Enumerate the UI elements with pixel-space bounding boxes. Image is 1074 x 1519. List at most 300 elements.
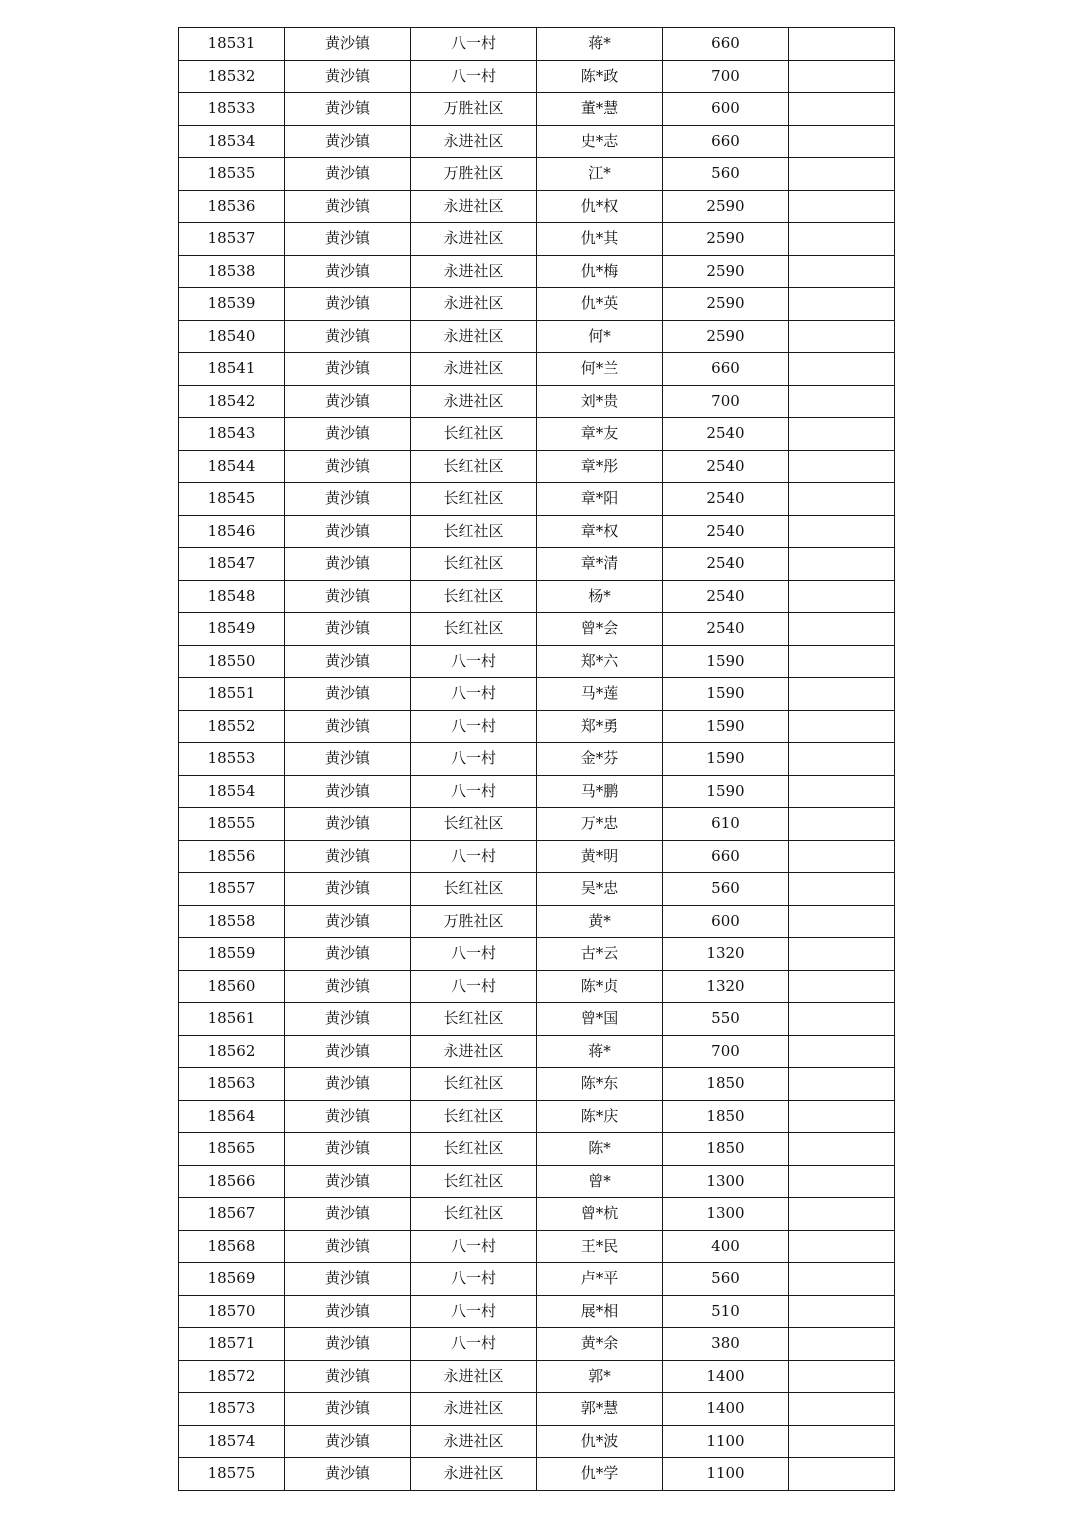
cell-village: 八一村 bbox=[411, 1328, 537, 1361]
cell-amount: 660 bbox=[663, 125, 789, 158]
cell-amount: 1320 bbox=[663, 938, 789, 971]
cell-serial-number: 18572 bbox=[179, 1360, 285, 1393]
cell-amount: 1850 bbox=[663, 1068, 789, 1101]
cell-serial-number: 18536 bbox=[179, 190, 285, 223]
cell-serial-number: 18538 bbox=[179, 255, 285, 288]
cell-town: 黄沙镇 bbox=[285, 1263, 411, 1296]
cell-note bbox=[789, 320, 895, 353]
cell-note bbox=[789, 840, 895, 873]
cell-town: 黄沙镇 bbox=[285, 1165, 411, 1198]
cell-village: 八一村 bbox=[411, 938, 537, 971]
cell-village: 永进社区 bbox=[411, 288, 537, 321]
cell-note bbox=[789, 580, 895, 613]
cell-serial-number: 18571 bbox=[179, 1328, 285, 1361]
cell-note bbox=[789, 905, 895, 938]
cell-note bbox=[789, 1198, 895, 1231]
cell-amount: 560 bbox=[663, 158, 789, 191]
cell-name: 仇*学 bbox=[537, 1458, 663, 1491]
cell-note bbox=[789, 1035, 895, 1068]
cell-note bbox=[789, 93, 895, 126]
cell-amount: 1590 bbox=[663, 743, 789, 776]
cell-note bbox=[789, 1458, 895, 1491]
cell-note bbox=[789, 190, 895, 223]
cell-village: 长红社区 bbox=[411, 808, 537, 841]
cell-amount: 1590 bbox=[663, 678, 789, 711]
cell-serial-number: 18546 bbox=[179, 515, 285, 548]
cell-name: 史*志 bbox=[537, 125, 663, 158]
cell-amount: 2540 bbox=[663, 548, 789, 581]
cell-name: 何* bbox=[537, 320, 663, 353]
cell-village: 永进社区 bbox=[411, 1360, 537, 1393]
cell-serial-number: 18557 bbox=[179, 873, 285, 906]
cell-name: 郭* bbox=[537, 1360, 663, 1393]
table-row bbox=[179, 840, 895, 873]
cell-serial-number: 18542 bbox=[179, 385, 285, 418]
cell-name: 曾*会 bbox=[537, 613, 663, 646]
cell-serial-number: 18552 bbox=[179, 710, 285, 743]
table-row bbox=[179, 1133, 895, 1166]
cell-note bbox=[789, 125, 895, 158]
cell-note bbox=[789, 483, 895, 516]
cell-note bbox=[789, 1165, 895, 1198]
table-row bbox=[179, 450, 895, 483]
cell-note bbox=[789, 1425, 895, 1458]
cell-name: 黄*余 bbox=[537, 1328, 663, 1361]
table-row bbox=[179, 613, 895, 646]
cell-town: 黄沙镇 bbox=[285, 1360, 411, 1393]
cell-serial-number: 18575 bbox=[179, 1458, 285, 1491]
cell-serial-number: 18570 bbox=[179, 1295, 285, 1328]
cell-name: 黄*明 bbox=[537, 840, 663, 873]
cell-serial-number: 18568 bbox=[179, 1230, 285, 1263]
cell-town: 黄沙镇 bbox=[285, 125, 411, 158]
cell-village: 长红社区 bbox=[411, 548, 537, 581]
cell-serial-number: 18537 bbox=[179, 223, 285, 256]
table-row bbox=[179, 483, 895, 516]
cell-note bbox=[789, 710, 895, 743]
cell-town: 黄沙镇 bbox=[285, 580, 411, 613]
cell-note bbox=[789, 1230, 895, 1263]
cell-village: 长红社区 bbox=[411, 1100, 537, 1133]
cell-village: 长红社区 bbox=[411, 1165, 537, 1198]
cell-name: 仇*英 bbox=[537, 288, 663, 321]
cell-name: 陈*庆 bbox=[537, 1100, 663, 1133]
cell-amount: 2590 bbox=[663, 255, 789, 288]
cell-note bbox=[789, 450, 895, 483]
cell-note bbox=[789, 223, 895, 256]
cell-note bbox=[789, 28, 895, 61]
table-row bbox=[179, 353, 895, 386]
cell-village: 永进社区 bbox=[411, 190, 537, 223]
table-row bbox=[179, 255, 895, 288]
cell-village: 八一村 bbox=[411, 840, 537, 873]
cell-town: 黄沙镇 bbox=[285, 255, 411, 288]
cell-serial-number: 18534 bbox=[179, 125, 285, 158]
cell-note bbox=[789, 743, 895, 776]
cell-village: 长红社区 bbox=[411, 1003, 537, 1036]
table-row bbox=[179, 905, 895, 938]
cell-name: 金*芬 bbox=[537, 743, 663, 776]
table-row bbox=[179, 1035, 895, 1068]
cell-town: 黄沙镇 bbox=[285, 905, 411, 938]
cell-note bbox=[789, 873, 895, 906]
cell-town: 黄沙镇 bbox=[285, 678, 411, 711]
cell-serial-number: 18543 bbox=[179, 418, 285, 451]
cell-note bbox=[789, 158, 895, 191]
cell-amount: 1850 bbox=[663, 1100, 789, 1133]
table-row bbox=[179, 223, 895, 256]
cell-name: 蒋* bbox=[537, 1035, 663, 1068]
table-row bbox=[179, 158, 895, 191]
cell-serial-number: 18549 bbox=[179, 613, 285, 646]
cell-town: 黄沙镇 bbox=[285, 1458, 411, 1491]
cell-serial-number: 18532 bbox=[179, 60, 285, 93]
cell-name: 仇*梅 bbox=[537, 255, 663, 288]
cell-town: 黄沙镇 bbox=[285, 1230, 411, 1263]
cell-town: 黄沙镇 bbox=[285, 320, 411, 353]
cell-note bbox=[789, 288, 895, 321]
cell-serial-number: 18569 bbox=[179, 1263, 285, 1296]
cell-serial-number: 18554 bbox=[179, 775, 285, 808]
table-row bbox=[179, 1230, 895, 1263]
cell-note bbox=[789, 255, 895, 288]
cell-note bbox=[789, 613, 895, 646]
cell-town: 黄沙镇 bbox=[285, 840, 411, 873]
cell-note bbox=[789, 515, 895, 548]
cell-note bbox=[789, 1133, 895, 1166]
cell-name: 曾* bbox=[537, 1165, 663, 1198]
cell-town: 黄沙镇 bbox=[285, 190, 411, 223]
cell-village: 万胜社区 bbox=[411, 158, 537, 191]
cell-amount: 560 bbox=[663, 1263, 789, 1296]
cell-serial-number: 18539 bbox=[179, 288, 285, 321]
cell-name: 展*相 bbox=[537, 1295, 663, 1328]
cell-name: 陈*东 bbox=[537, 1068, 663, 1101]
cell-village: 长红社区 bbox=[411, 1133, 537, 1166]
cell-serial-number: 18535 bbox=[179, 158, 285, 191]
cell-note bbox=[789, 418, 895, 451]
cell-town: 黄沙镇 bbox=[285, 483, 411, 516]
cell-name: 郭*慧 bbox=[537, 1393, 663, 1426]
cell-village: 永进社区 bbox=[411, 1458, 537, 1491]
cell-village: 长红社区 bbox=[411, 450, 537, 483]
table-row bbox=[179, 125, 895, 158]
cell-name: 仇*权 bbox=[537, 190, 663, 223]
beneficiary-table bbox=[178, 27, 895, 1491]
cell-amount: 510 bbox=[663, 1295, 789, 1328]
cell-village: 永进社区 bbox=[411, 125, 537, 158]
cell-serial-number: 18562 bbox=[179, 1035, 285, 1068]
cell-village: 八一村 bbox=[411, 775, 537, 808]
cell-amount: 700 bbox=[663, 385, 789, 418]
table-row bbox=[179, 775, 895, 808]
cell-village: 长红社区 bbox=[411, 1068, 537, 1101]
table-row bbox=[179, 548, 895, 581]
cell-town: 黄沙镇 bbox=[285, 1295, 411, 1328]
cell-note bbox=[789, 353, 895, 386]
cell-note bbox=[789, 1393, 895, 1426]
cell-name: 陈*政 bbox=[537, 60, 663, 93]
cell-name: 蒋* bbox=[537, 28, 663, 61]
cell-name: 仇*波 bbox=[537, 1425, 663, 1458]
cell-town: 黄沙镇 bbox=[285, 1425, 411, 1458]
table-row bbox=[179, 320, 895, 353]
cell-town: 黄沙镇 bbox=[285, 1003, 411, 1036]
cell-town: 黄沙镇 bbox=[285, 1133, 411, 1166]
cell-town: 黄沙镇 bbox=[285, 1198, 411, 1231]
cell-name: 马*鹏 bbox=[537, 775, 663, 808]
cell-note bbox=[789, 938, 895, 971]
table-row bbox=[179, 28, 895, 61]
cell-name: 杨* bbox=[537, 580, 663, 613]
cell-village: 八一村 bbox=[411, 970, 537, 1003]
cell-amount: 2540 bbox=[663, 450, 789, 483]
cell-name: 卢*平 bbox=[537, 1263, 663, 1296]
cell-name: 章*权 bbox=[537, 515, 663, 548]
cell-amount: 1400 bbox=[663, 1393, 789, 1426]
cell-name: 江* bbox=[537, 158, 663, 191]
cell-town: 黄沙镇 bbox=[285, 548, 411, 581]
table-row bbox=[179, 1360, 895, 1393]
table-row bbox=[179, 288, 895, 321]
cell-town: 黄沙镇 bbox=[285, 223, 411, 256]
cell-town: 黄沙镇 bbox=[285, 515, 411, 548]
cell-village: 八一村 bbox=[411, 645, 537, 678]
cell-amount: 600 bbox=[663, 905, 789, 938]
cell-note bbox=[789, 1328, 895, 1361]
cell-amount: 1590 bbox=[663, 775, 789, 808]
cell-serial-number: 18555 bbox=[179, 808, 285, 841]
cell-amount: 2540 bbox=[663, 515, 789, 548]
cell-serial-number: 18548 bbox=[179, 580, 285, 613]
cell-note bbox=[789, 1295, 895, 1328]
cell-amount: 550 bbox=[663, 1003, 789, 1036]
cell-town: 黄沙镇 bbox=[285, 353, 411, 386]
cell-amount: 2590 bbox=[663, 320, 789, 353]
table-row bbox=[179, 808, 895, 841]
cell-town: 黄沙镇 bbox=[285, 873, 411, 906]
table-row bbox=[179, 1165, 895, 1198]
cell-town: 黄沙镇 bbox=[285, 613, 411, 646]
cell-town: 黄沙镇 bbox=[285, 1035, 411, 1068]
cell-town: 黄沙镇 bbox=[285, 288, 411, 321]
cell-serial-number: 18567 bbox=[179, 1198, 285, 1231]
cell-note bbox=[789, 678, 895, 711]
cell-note bbox=[789, 970, 895, 1003]
cell-amount: 2590 bbox=[663, 190, 789, 223]
cell-town: 黄沙镇 bbox=[285, 775, 411, 808]
cell-town: 黄沙镇 bbox=[285, 970, 411, 1003]
cell-name: 何*兰 bbox=[537, 353, 663, 386]
cell-name: 仇*其 bbox=[537, 223, 663, 256]
cell-name: 章*清 bbox=[537, 548, 663, 581]
cell-note bbox=[789, 548, 895, 581]
cell-name: 陈*贞 bbox=[537, 970, 663, 1003]
cell-serial-number: 18556 bbox=[179, 840, 285, 873]
cell-serial-number: 18573 bbox=[179, 1393, 285, 1426]
cell-serial-number: 18561 bbox=[179, 1003, 285, 1036]
cell-village: 八一村 bbox=[411, 60, 537, 93]
cell-village: 永进社区 bbox=[411, 320, 537, 353]
cell-town: 黄沙镇 bbox=[285, 418, 411, 451]
cell-village: 长红社区 bbox=[411, 613, 537, 646]
cell-amount: 1300 bbox=[663, 1165, 789, 1198]
cell-village: 永进社区 bbox=[411, 255, 537, 288]
table-row bbox=[179, 938, 895, 971]
table-row bbox=[179, 1393, 895, 1426]
cell-note bbox=[789, 60, 895, 93]
table-row bbox=[179, 93, 895, 126]
cell-name: 吴*忠 bbox=[537, 873, 663, 906]
cell-village: 长红社区 bbox=[411, 1198, 537, 1231]
cell-village: 长红社区 bbox=[411, 873, 537, 906]
cell-amount: 2540 bbox=[663, 613, 789, 646]
cell-amount: 1850 bbox=[663, 1133, 789, 1166]
table-row bbox=[179, 645, 895, 678]
cell-village: 永进社区 bbox=[411, 1035, 537, 1068]
cell-name: 郑*六 bbox=[537, 645, 663, 678]
cell-serial-number: 18551 bbox=[179, 678, 285, 711]
cell-serial-number: 18544 bbox=[179, 450, 285, 483]
cell-village: 永进社区 bbox=[411, 1425, 537, 1458]
cell-town: 黄沙镇 bbox=[285, 60, 411, 93]
cell-serial-number: 18574 bbox=[179, 1425, 285, 1458]
table-row bbox=[179, 1263, 895, 1296]
table-row bbox=[179, 710, 895, 743]
table-row bbox=[179, 1425, 895, 1458]
cell-village: 八一村 bbox=[411, 1230, 537, 1263]
cell-amount: 2540 bbox=[663, 418, 789, 451]
cell-serial-number: 18545 bbox=[179, 483, 285, 516]
cell-amount: 380 bbox=[663, 1328, 789, 1361]
cell-note bbox=[789, 1360, 895, 1393]
cell-amount: 1100 bbox=[663, 1458, 789, 1491]
cell-name: 古*云 bbox=[537, 938, 663, 971]
table-row bbox=[179, 873, 895, 906]
cell-name: 郑*勇 bbox=[537, 710, 663, 743]
cell-serial-number: 18566 bbox=[179, 1165, 285, 1198]
cell-note bbox=[789, 385, 895, 418]
cell-amount: 1300 bbox=[663, 1198, 789, 1231]
cell-name: 曾*国 bbox=[537, 1003, 663, 1036]
cell-village: 八一村 bbox=[411, 28, 537, 61]
table-row bbox=[179, 60, 895, 93]
cell-serial-number: 18560 bbox=[179, 970, 285, 1003]
cell-village: 永进社区 bbox=[411, 385, 537, 418]
cell-name: 王*民 bbox=[537, 1230, 663, 1263]
cell-note bbox=[789, 645, 895, 678]
cell-note bbox=[789, 1263, 895, 1296]
cell-amount: 700 bbox=[663, 60, 789, 93]
cell-name: 章*阳 bbox=[537, 483, 663, 516]
cell-village: 长红社区 bbox=[411, 483, 537, 516]
cell-serial-number: 18531 bbox=[179, 28, 285, 61]
cell-serial-number: 18565 bbox=[179, 1133, 285, 1166]
table-row bbox=[179, 970, 895, 1003]
cell-serial-number: 18541 bbox=[179, 353, 285, 386]
cell-note bbox=[789, 775, 895, 808]
cell-town: 黄沙镇 bbox=[285, 158, 411, 191]
cell-village: 八一村 bbox=[411, 710, 537, 743]
cell-village: 长红社区 bbox=[411, 418, 537, 451]
table-row bbox=[179, 1295, 895, 1328]
cell-village: 八一村 bbox=[411, 678, 537, 711]
table-row bbox=[179, 678, 895, 711]
cell-serial-number: 18550 bbox=[179, 645, 285, 678]
table-row bbox=[179, 580, 895, 613]
cell-serial-number: 18559 bbox=[179, 938, 285, 971]
table-row bbox=[179, 1068, 895, 1101]
table-body bbox=[179, 28, 895, 1491]
cell-town: 黄沙镇 bbox=[285, 1393, 411, 1426]
cell-name: 刘*贵 bbox=[537, 385, 663, 418]
cell-amount: 1320 bbox=[663, 970, 789, 1003]
cell-name: 章*友 bbox=[537, 418, 663, 451]
cell-village: 永进社区 bbox=[411, 1393, 537, 1426]
cell-serial-number: 18547 bbox=[179, 548, 285, 581]
cell-serial-number: 18533 bbox=[179, 93, 285, 126]
cell-amount: 1100 bbox=[663, 1425, 789, 1458]
cell-town: 黄沙镇 bbox=[285, 1068, 411, 1101]
table-row bbox=[179, 743, 895, 776]
cell-amount: 400 bbox=[663, 1230, 789, 1263]
cell-amount: 1400 bbox=[663, 1360, 789, 1393]
cell-amount: 1590 bbox=[663, 710, 789, 743]
cell-name: 章*彤 bbox=[537, 450, 663, 483]
cell-serial-number: 18563 bbox=[179, 1068, 285, 1101]
cell-village: 八一村 bbox=[411, 1263, 537, 1296]
cell-town: 黄沙镇 bbox=[285, 450, 411, 483]
cell-amount: 700 bbox=[663, 1035, 789, 1068]
table-row bbox=[179, 1100, 895, 1133]
cell-village: 长红社区 bbox=[411, 515, 537, 548]
cell-name: 黄* bbox=[537, 905, 663, 938]
cell-name: 万*忠 bbox=[537, 808, 663, 841]
cell-serial-number: 18540 bbox=[179, 320, 285, 353]
cell-village: 永进社区 bbox=[411, 353, 537, 386]
cell-town: 黄沙镇 bbox=[285, 1100, 411, 1133]
cell-serial-number: 18553 bbox=[179, 743, 285, 776]
cell-village: 万胜社区 bbox=[411, 93, 537, 126]
cell-town: 黄沙镇 bbox=[285, 938, 411, 971]
cell-amount: 610 bbox=[663, 808, 789, 841]
table-row bbox=[179, 1328, 895, 1361]
cell-village: 八一村 bbox=[411, 743, 537, 776]
table-row bbox=[179, 385, 895, 418]
cell-note bbox=[789, 1100, 895, 1133]
cell-note bbox=[789, 1003, 895, 1036]
cell-amount: 2540 bbox=[663, 580, 789, 613]
cell-town: 黄沙镇 bbox=[285, 28, 411, 61]
cell-amount: 2590 bbox=[663, 288, 789, 321]
cell-village: 八一村 bbox=[411, 1295, 537, 1328]
cell-name: 马*莲 bbox=[537, 678, 663, 711]
table-row bbox=[179, 515, 895, 548]
cell-village: 永进社区 bbox=[411, 223, 537, 256]
cell-town: 黄沙镇 bbox=[285, 385, 411, 418]
cell-name: 董*慧 bbox=[537, 93, 663, 126]
cell-amount: 2590 bbox=[663, 223, 789, 256]
cell-note bbox=[789, 808, 895, 841]
cell-village: 长红社区 bbox=[411, 580, 537, 613]
cell-serial-number: 18558 bbox=[179, 905, 285, 938]
cell-town: 黄沙镇 bbox=[285, 93, 411, 126]
table-row bbox=[179, 1458, 895, 1491]
table-row bbox=[179, 418, 895, 451]
cell-amount: 600 bbox=[663, 93, 789, 126]
cell-serial-number: 18564 bbox=[179, 1100, 285, 1133]
cell-amount: 660 bbox=[663, 840, 789, 873]
